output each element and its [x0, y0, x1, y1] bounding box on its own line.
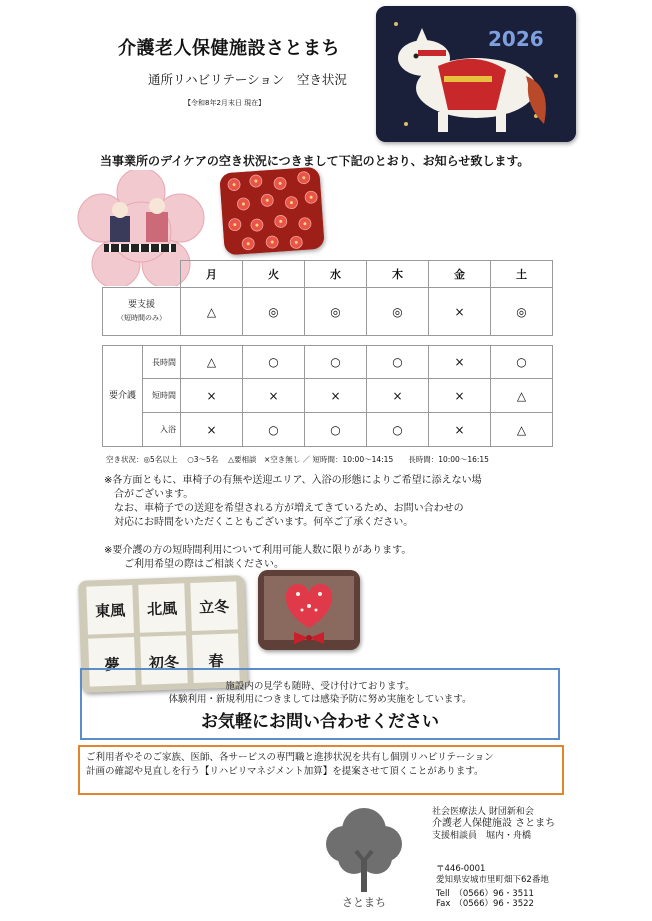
calligraphy-char: 夢: [104, 655, 120, 675]
note-line: ※要介護の方の短時間利用について利用可能人数に限りがあります。: [104, 545, 412, 556]
date-note: 【令和8年2月末日 現在】: [184, 99, 266, 107]
table-row-support: [103, 288, 553, 336]
availability-cell: ×: [305, 379, 367, 413]
availability-cell: ○: [243, 346, 305, 379]
availability-cell: ×: [367, 379, 429, 413]
note-line: ご利用希望の際はご相談ください。: [104, 559, 284, 570]
page-subtitle: 通所リハビリテーション 空き状況: [148, 72, 347, 87]
satomachi-tree-logo: [318, 800, 410, 910]
visit-info-line: 施設内の見学も随時、受け付けております。: [225, 681, 415, 692]
facility-title: 介護老人保健施設さとまち: [118, 38, 340, 59]
availability-legend: 空き状況：◎5名以上 ○3～5名 △要相談 ×空き無し ／ 短時間：10:00～14:15 長時間：10:00～16:15: [106, 455, 489, 464]
notes-block: [104, 474, 574, 572]
plum-blossom-photo: [219, 167, 324, 256]
availability-cell: ○: [243, 413, 305, 447]
heart-decoration-photo: [258, 570, 360, 650]
calligraphy-char: 春: [208, 651, 224, 671]
calligraphy-char: 立冬: [198, 597, 230, 617]
availability-cell: △: [181, 346, 243, 379]
care-label: 要介護: [103, 346, 143, 447]
note-line: 合がございます。: [104, 489, 194, 500]
tel-number: （0566）96・3511: [454, 889, 534, 899]
availability-cell: ×: [181, 413, 243, 447]
table-row-care-bath: [103, 413, 553, 447]
horse-year-text: 2026: [488, 27, 544, 51]
table-spacer: [103, 336, 553, 346]
day-header: 水: [305, 261, 367, 288]
availability-cell: ◎: [367, 288, 429, 336]
table-header-row: [103, 261, 553, 288]
availability-cell: ◎: [305, 288, 367, 336]
note-line: ※各方面ともに、車椅子の有無や送迎エリア、入浴の形態によりご希望に添えない場: [104, 475, 482, 486]
day-header: 土: [491, 261, 553, 288]
rehab-line: 計画の確認や見直しを行う【リハビリマネジメント加算】を提案させて頂くことがあります。: [86, 766, 484, 777]
calligraphy-char: 東風: [94, 601, 126, 621]
care-sub-label: 長時間: [143, 346, 181, 379]
rehab-line: ご利用者やそのご家族、医師、各サービスの専門職と進捗状況を共有し個別リハビリテーション: [86, 752, 494, 763]
availability-cell: △: [491, 413, 553, 447]
phone-table: [436, 889, 538, 909]
support-label-cell: [103, 288, 181, 336]
address-block: [436, 864, 549, 909]
day-header: 月: [181, 261, 243, 288]
intro-text: 当事業所のデイケアの空き状況につきまして下記のとおり、お知らせ致します。: [100, 154, 530, 168]
day-header: 金: [429, 261, 491, 288]
facility-name: 介護老人保健施設 さとまち: [432, 818, 556, 829]
availability-cell: ×: [429, 346, 491, 379]
calligraphy-char: 初冬: [148, 653, 180, 673]
availability-cell: ×: [429, 413, 491, 447]
availability-cell: ×: [243, 379, 305, 413]
tel-label: Tell: [436, 889, 450, 899]
contact-invitation-box: [80, 668, 560, 740]
care-sub-label: 入浴: [143, 413, 181, 447]
postal-code: 〒446-0001: [436, 864, 486, 874]
note-line: 対応にお時間をいただくこともございます。何卒ご了承ください。: [104, 517, 414, 528]
staff-names: 支援相談員 堀内・舟橋: [432, 831, 532, 841]
rehab-management-box: [78, 745, 564, 795]
day-header: 木: [367, 261, 429, 288]
org-name: 社会医療法人 財団新和会: [432, 807, 534, 817]
contact-headline: お気軽にお問い合わせください: [201, 712, 439, 732]
logo-text: さとまち: [342, 896, 386, 909]
availability-cell: ○: [367, 346, 429, 379]
support-label: 要支援: [127, 299, 155, 310]
organization-info: [432, 806, 555, 842]
calligraphy-char: 北風: [146, 599, 178, 619]
availability-cell: △: [491, 379, 553, 413]
support-note: （短時間のみ）: [117, 313, 166, 322]
horse-craft-photo: [376, 6, 576, 142]
table-row-care-short: [103, 379, 553, 413]
note-line: なお、車椅子での送迎を希望される方が増えてきているため、お問い合わせの: [104, 503, 464, 514]
availability-cell: ×: [181, 379, 243, 413]
table-row-care-long: [103, 346, 553, 379]
table-corner: [103, 261, 181, 288]
street-address: 愛知県安城市里町畑下62番地: [436, 875, 549, 885]
availability-cell: ○: [367, 413, 429, 447]
table-spacer-row: [103, 336, 553, 346]
availability-cell: ○: [305, 413, 367, 447]
availability-cell: ○: [491, 346, 553, 379]
availability-cell: △: [181, 288, 243, 336]
availability-cell: ◎: [243, 288, 305, 336]
availability-cell: ×: [429, 288, 491, 336]
availability-cell: ○: [305, 346, 367, 379]
trial-info-line: 体験利用・新規利用につきましては感染予防に努め実施をしています。: [168, 694, 472, 705]
availability-cell: ◎: [491, 288, 553, 336]
availability-table: [102, 260, 553, 447]
day-header: 火: [243, 261, 305, 288]
fax-number: （0566）96・3522: [454, 899, 534, 909]
availability-cell: ×: [429, 379, 491, 413]
care-sub-label: 短時間: [143, 379, 181, 413]
fax-label: Fax: [436, 899, 451, 909]
